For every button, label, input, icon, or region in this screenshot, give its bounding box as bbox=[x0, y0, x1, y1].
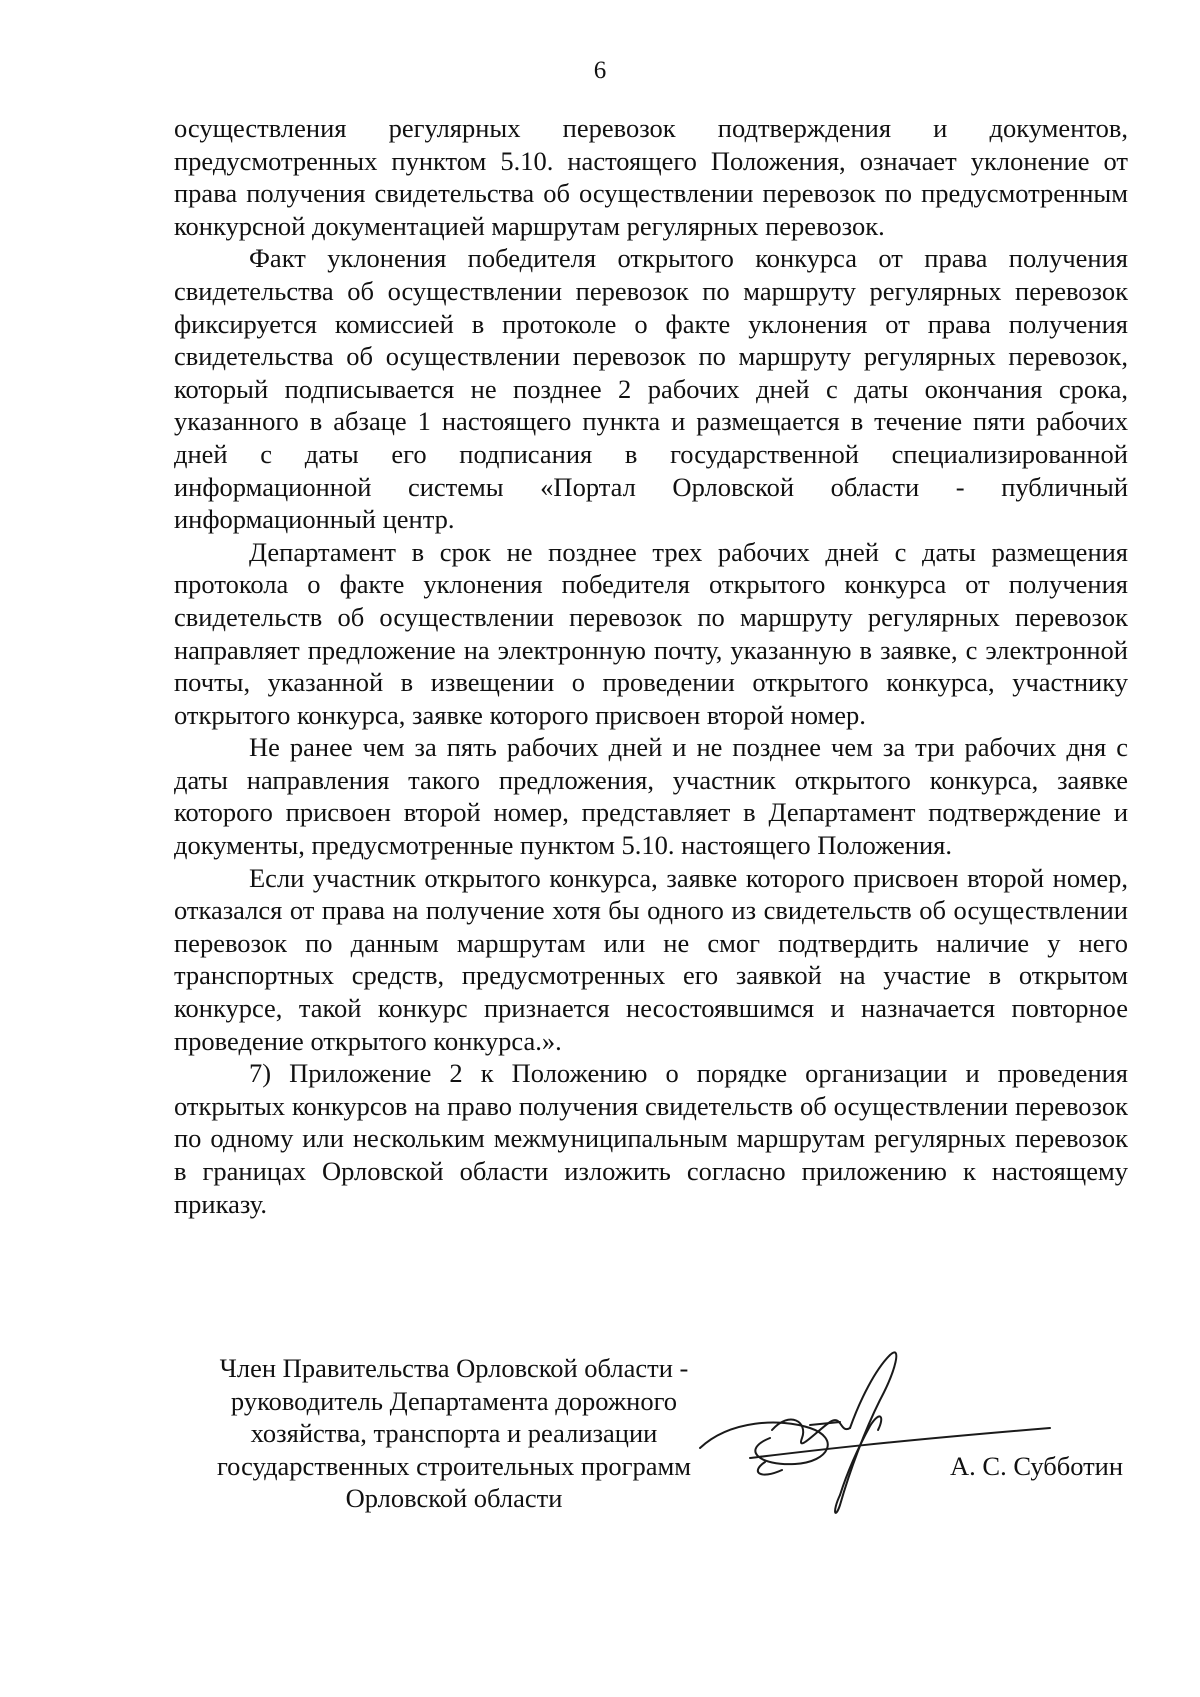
paragraph: Департамент в срок не позднее трех рабочих дней с даты размещения протокола о факте уклонения победителя открытого конкурса от получения свидетельств об осуществлении перевозок по маршруту регулярных перевозок направляет предложение на электронную почту, указанную в заявке, с электронной почты, указанной в извещении о проведении открытого конкурса, участнику открытого конкурса, заявке которого присвоен второй номер. bbox=[174, 536, 1128, 730]
paragraph: осуществления регулярных перевозок подтверждения и документов, предусмотренных пунктом 5.10. настоящего Положения, означает уклонение от права получения свидетельства об осуществлении перевозок по предусмотренным конкурсной документацией маршрутам регулярных перевозок. bbox=[174, 113, 1128, 241]
page-number: 6 bbox=[593, 57, 607, 84]
paragraph: Не ранее чем за пять рабочих дней и не позднее чем за три рабочих дня с даты направления такого предложения, участник открытого конкурса, заявке которого присвоен второй номер, представляет в Департамент подтверждение и документы, предусмотренные пунктом 5.10. настоящего Положения. bbox=[174, 732, 1128, 861]
signer-position-line: Орловской области bbox=[345, 1483, 563, 1514]
document-body bbox=[174, 112, 1128, 1220]
signer-name: А. С. Субботин bbox=[950, 1451, 1124, 1481]
handwritten-signature bbox=[690, 1330, 1060, 1530]
signer-position-line: государственных строительных программ bbox=[216, 1450, 692, 1481]
paragraph: 7) Приложение 2 к Положению о порядке организации и проведения открытых конкурсов на право получения свидетельств об осуществлении перевозок по одному или нескольким межмуниципальным маршрутам регулярных перевозок в границах Орловской области изложить согласно приложению к настоящему приказу. bbox=[174, 1058, 1128, 1219]
signer-position-line: хозяйства, транспорта и реализации bbox=[250, 1418, 658, 1449]
signer-position-line: руководитель Департамента дорожного bbox=[230, 1385, 678, 1416]
signer-position bbox=[174, 1352, 734, 1515]
signer-position-line: Член Правительства Орловской области - bbox=[219, 1353, 689, 1383]
paragraph: Если участник открытого конкурса, заявке которого присвоен второй номер, отказался от права на получение хотя бы одного из свидетельств об осуществлении перевозок по данным маршрутам или не смог подтвердить наличие у него транспортных средств, предусмотренных его заявкой на участие в открытом конкурсе, такой конкурс признается несостоявшимся и назначается повторное проведение открытого конкурса.». bbox=[174, 862, 1128, 1056]
paragraph: Факт уклонения победителя открытого конкурса от права получения свидетельства об осуществлении перевозок по маршруту регулярных перевозок фиксируется комиссией в протоколе о факте уклонения от права получения свидетельства об осуществлении перевозок по маршруту регулярных перевозок, который подписывается не позднее 2 рабочих дней с даты окончания срока, указанного в абзаце 1 настоящего пункта и размещается в течение пяти рабочих дней с даты его подписания в государственной специализированной информационной системы «Портал Орловской области - публичный информационный центр. bbox=[174, 243, 1128, 535]
